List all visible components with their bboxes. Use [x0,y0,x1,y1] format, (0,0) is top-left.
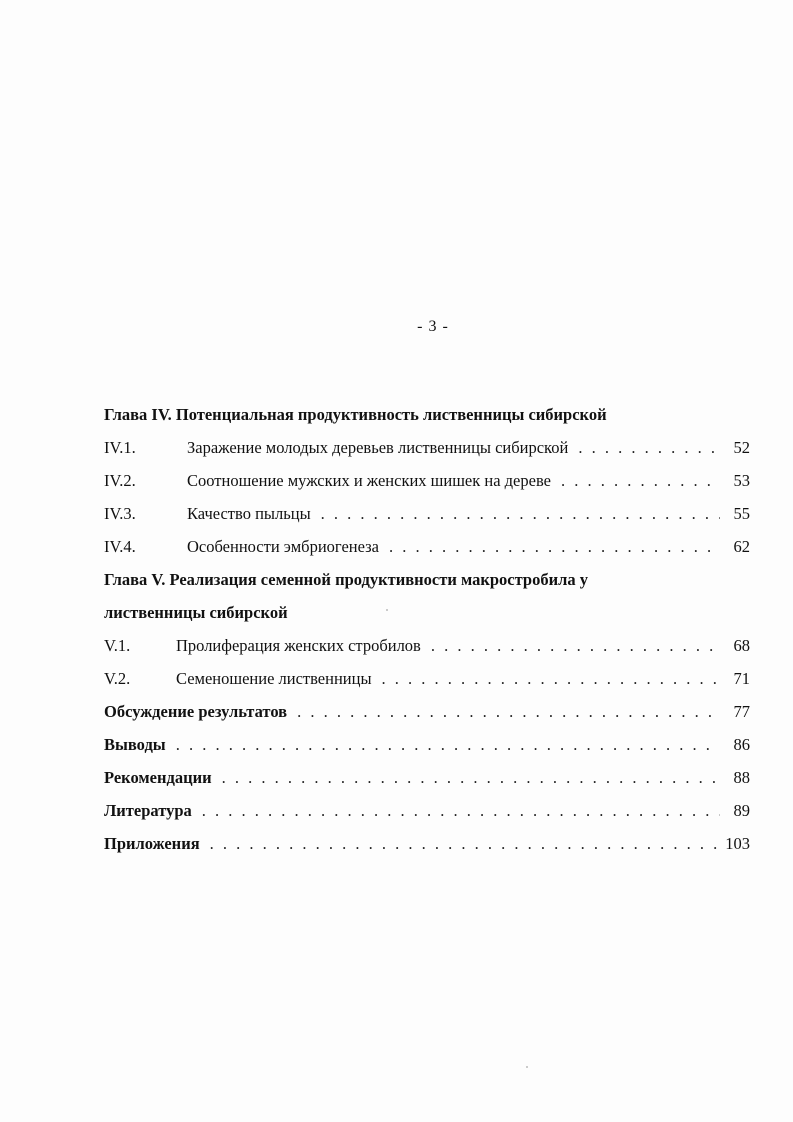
dot-leader [389,530,720,563]
entry-number: V.2. [104,669,131,688]
entry-title: Соотношение мужских и женских шишек на дереве [187,471,551,490]
section-page: 103 [725,834,750,853]
toc-entry-iv-1 [104,431,750,464]
toc-section-conclusions [104,728,750,761]
toc-section-discussion [104,695,750,728]
dot-leader [561,464,720,497]
entry-page: 68 [733,636,750,655]
chapter-5-heading-line-1: Глава V. Реализация семенной продуктивности макростробила у [104,570,588,589]
toc-entry-iv-4 [104,530,750,563]
toc-section-appendices [104,827,750,860]
dot-leader [176,728,720,761]
section-title: Выводы [104,735,166,754]
entry-page: 71 [733,669,750,688]
dot-leader [202,794,720,827]
table-of-contents [104,398,750,860]
page-number: - 3 - [417,318,449,335]
scan-speck [526,1066,528,1068]
toc-entry-iv-2 [104,464,750,497]
toc-entry-iv-3 [104,497,750,530]
toc-entry-v-2 [104,662,750,695]
entry-title: Семеношение лиственницы [176,669,372,688]
entry-number: IV.1. [104,438,136,457]
entry-page: 53 [733,471,750,490]
toc-section-recommendations [104,761,750,794]
entry-page: 62 [733,537,750,556]
toc-entry-v-1 [104,629,750,662]
dot-leader [210,827,720,860]
section-title: Приложения [104,834,200,853]
toc-section-literature [104,794,750,827]
entry-title: Пролиферация женских стробилов [176,636,421,655]
section-page: 89 [733,801,750,820]
chapter-5-heading-line-2: лиственницы сибирской [104,603,288,622]
dot-leader [431,629,720,662]
entry-title: Заражение молодых деревьев лиственницы сибирской [187,438,569,457]
dot-leader [222,761,720,794]
section-page: 86 [733,735,750,754]
dot-leader [578,431,720,464]
section-title: Литература [104,801,192,820]
entry-number: IV.2. [104,471,136,490]
scan-speck [386,609,388,611]
dot-leader [321,497,720,530]
entry-number: V.1. [104,636,131,655]
entry-number: IV.4. [104,537,136,556]
dot-leader [382,662,720,695]
section-title: Обсуждение результатов [104,702,288,721]
entry-title: Особенности эмбриогенеза [187,537,379,556]
entry-number: IV.3. [104,504,136,523]
chapter-4-heading: Глава IV. Потенциальная продуктивность лиственницы сибирской [104,405,607,424]
entry-page: 55 [733,504,750,523]
entry-title: Качество пыльцы [187,504,311,523]
dot-leader [297,695,720,728]
section-title: Рекомендации [104,768,212,787]
section-page: 88 [733,768,750,787]
section-page: 77 [733,702,750,721]
entry-page: 52 [733,438,750,457]
